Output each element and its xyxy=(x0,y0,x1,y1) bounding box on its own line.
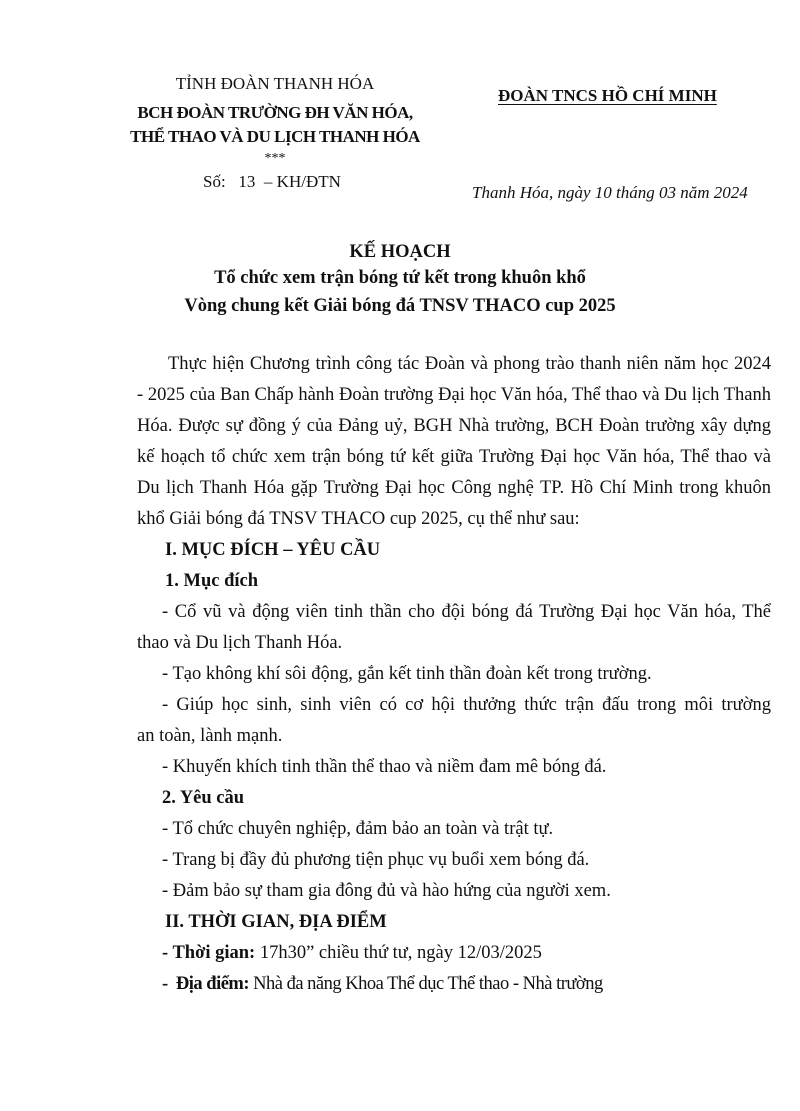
time-label: - Thời gian: xyxy=(162,943,256,963)
plan-subtitle-line2: Vòng chung kết Giải bóng đá TNSV THACO cup 2025 xyxy=(184,296,616,316)
school-union-name-line2: THỂ THAO VÀ DU LỊCH THANH HÓA xyxy=(130,127,420,146)
purpose-item: - Giúp học sinh, sinh viên có cơ hội thưởng thức trận đấu trong môi trường xyxy=(162,695,771,715)
time-item xyxy=(162,943,542,964)
plan-subtitle-line1: Tổ chức xem trận bóng tứ kết trong khuôn khổ xyxy=(214,268,586,288)
purpose-item-cont: an toàn, lành mạnh. xyxy=(137,726,283,746)
purpose-item: - Khuyến khích tinh thần thể thao và niềm đam mê bóng đá. xyxy=(162,757,607,777)
school-union-name-line1: BCH ĐOÀN TRƯỜNG ĐH VĂN HÓA, xyxy=(137,103,413,122)
requirement-item: - Đảm bảo sự tham gia đông đủ và hào hứng của người xem. xyxy=(162,881,611,901)
province-union-name: TỈNH ĐOÀN THANH HÓA xyxy=(175,74,375,93)
intro-line: - 2025 của Ban Chấp hành Đoàn trường Đại học Văn hóa, Thể thao và Du lịch Thanh xyxy=(137,385,771,405)
intro-line: Thực hiện Chương trình công tác Đoàn và phong trào thanh niên năm học 2024 xyxy=(168,354,771,374)
header-stars: *** xyxy=(264,151,286,166)
section-heading-time-place: II. THỜI GIAN, ĐỊA ĐIỂM xyxy=(165,912,387,932)
intro-line: kế hoạch tổ chức xem trận bóng tứ kết giữa Trường Đại học Văn hóa, Thể thao và xyxy=(137,447,771,467)
document-date: Thanh Hóa, ngày 10 tháng 03 năm 2024 xyxy=(472,183,748,202)
place-item xyxy=(162,974,603,995)
document-number: Số: 13 – KH/ĐTN xyxy=(203,172,341,191)
subsection-heading-requirements: 2. Yêu cầu xyxy=(162,788,245,808)
time-value: 17h30” chiều thứ tư, ngày 12/03/2025 xyxy=(255,943,542,963)
purpose-item: - Tạo không khí sôi động, gắn kết tinh thần đoàn kết trong trường. xyxy=(162,664,652,684)
purpose-item-cont: thao và Du lịch Thanh Hóa. xyxy=(137,633,343,653)
requirement-item: - Trang bị đầy đủ phương tiện phục vụ buổi xem bóng đá. xyxy=(162,850,590,870)
subsection-heading-purpose: 1. Mục đích xyxy=(165,571,259,591)
place-label: - Địa điểm: xyxy=(162,974,249,994)
place-value: Nhà đa năng Khoa Thể dục Thể thao - Nhà trường xyxy=(249,974,603,994)
requirement-item: - Tổ chức chuyên nghiệp, đảm bảo an toàn và trật tự. xyxy=(162,819,554,839)
plan-title: KẾ HOẠCH xyxy=(349,242,451,262)
intro-line: Hóa. Được sự đồng ý của Đảng uỷ, BGH Nhà trường, BCH Đoàn trường xây dựng xyxy=(137,416,771,436)
purpose-item: - Cổ vũ và động viên tinh thần cho đội bóng đá Trường Đại học Văn hóa, Thể xyxy=(162,602,771,622)
intro-line: Du lịch Thanh Hóa gặp Trường Đại học Công nghệ TP. Hồ Chí Minh trong khuôn xyxy=(137,478,771,498)
section-heading-purpose: I. MỤC ĐÍCH – YÊU CẦU xyxy=(165,540,381,560)
intro-line: khổ Giải bóng đá TNSV THACO cup 2025, cụ thể như sau: xyxy=(137,509,580,529)
youth-union-org: ĐOÀN TNCS HỒ CHÍ MINH xyxy=(498,86,717,105)
